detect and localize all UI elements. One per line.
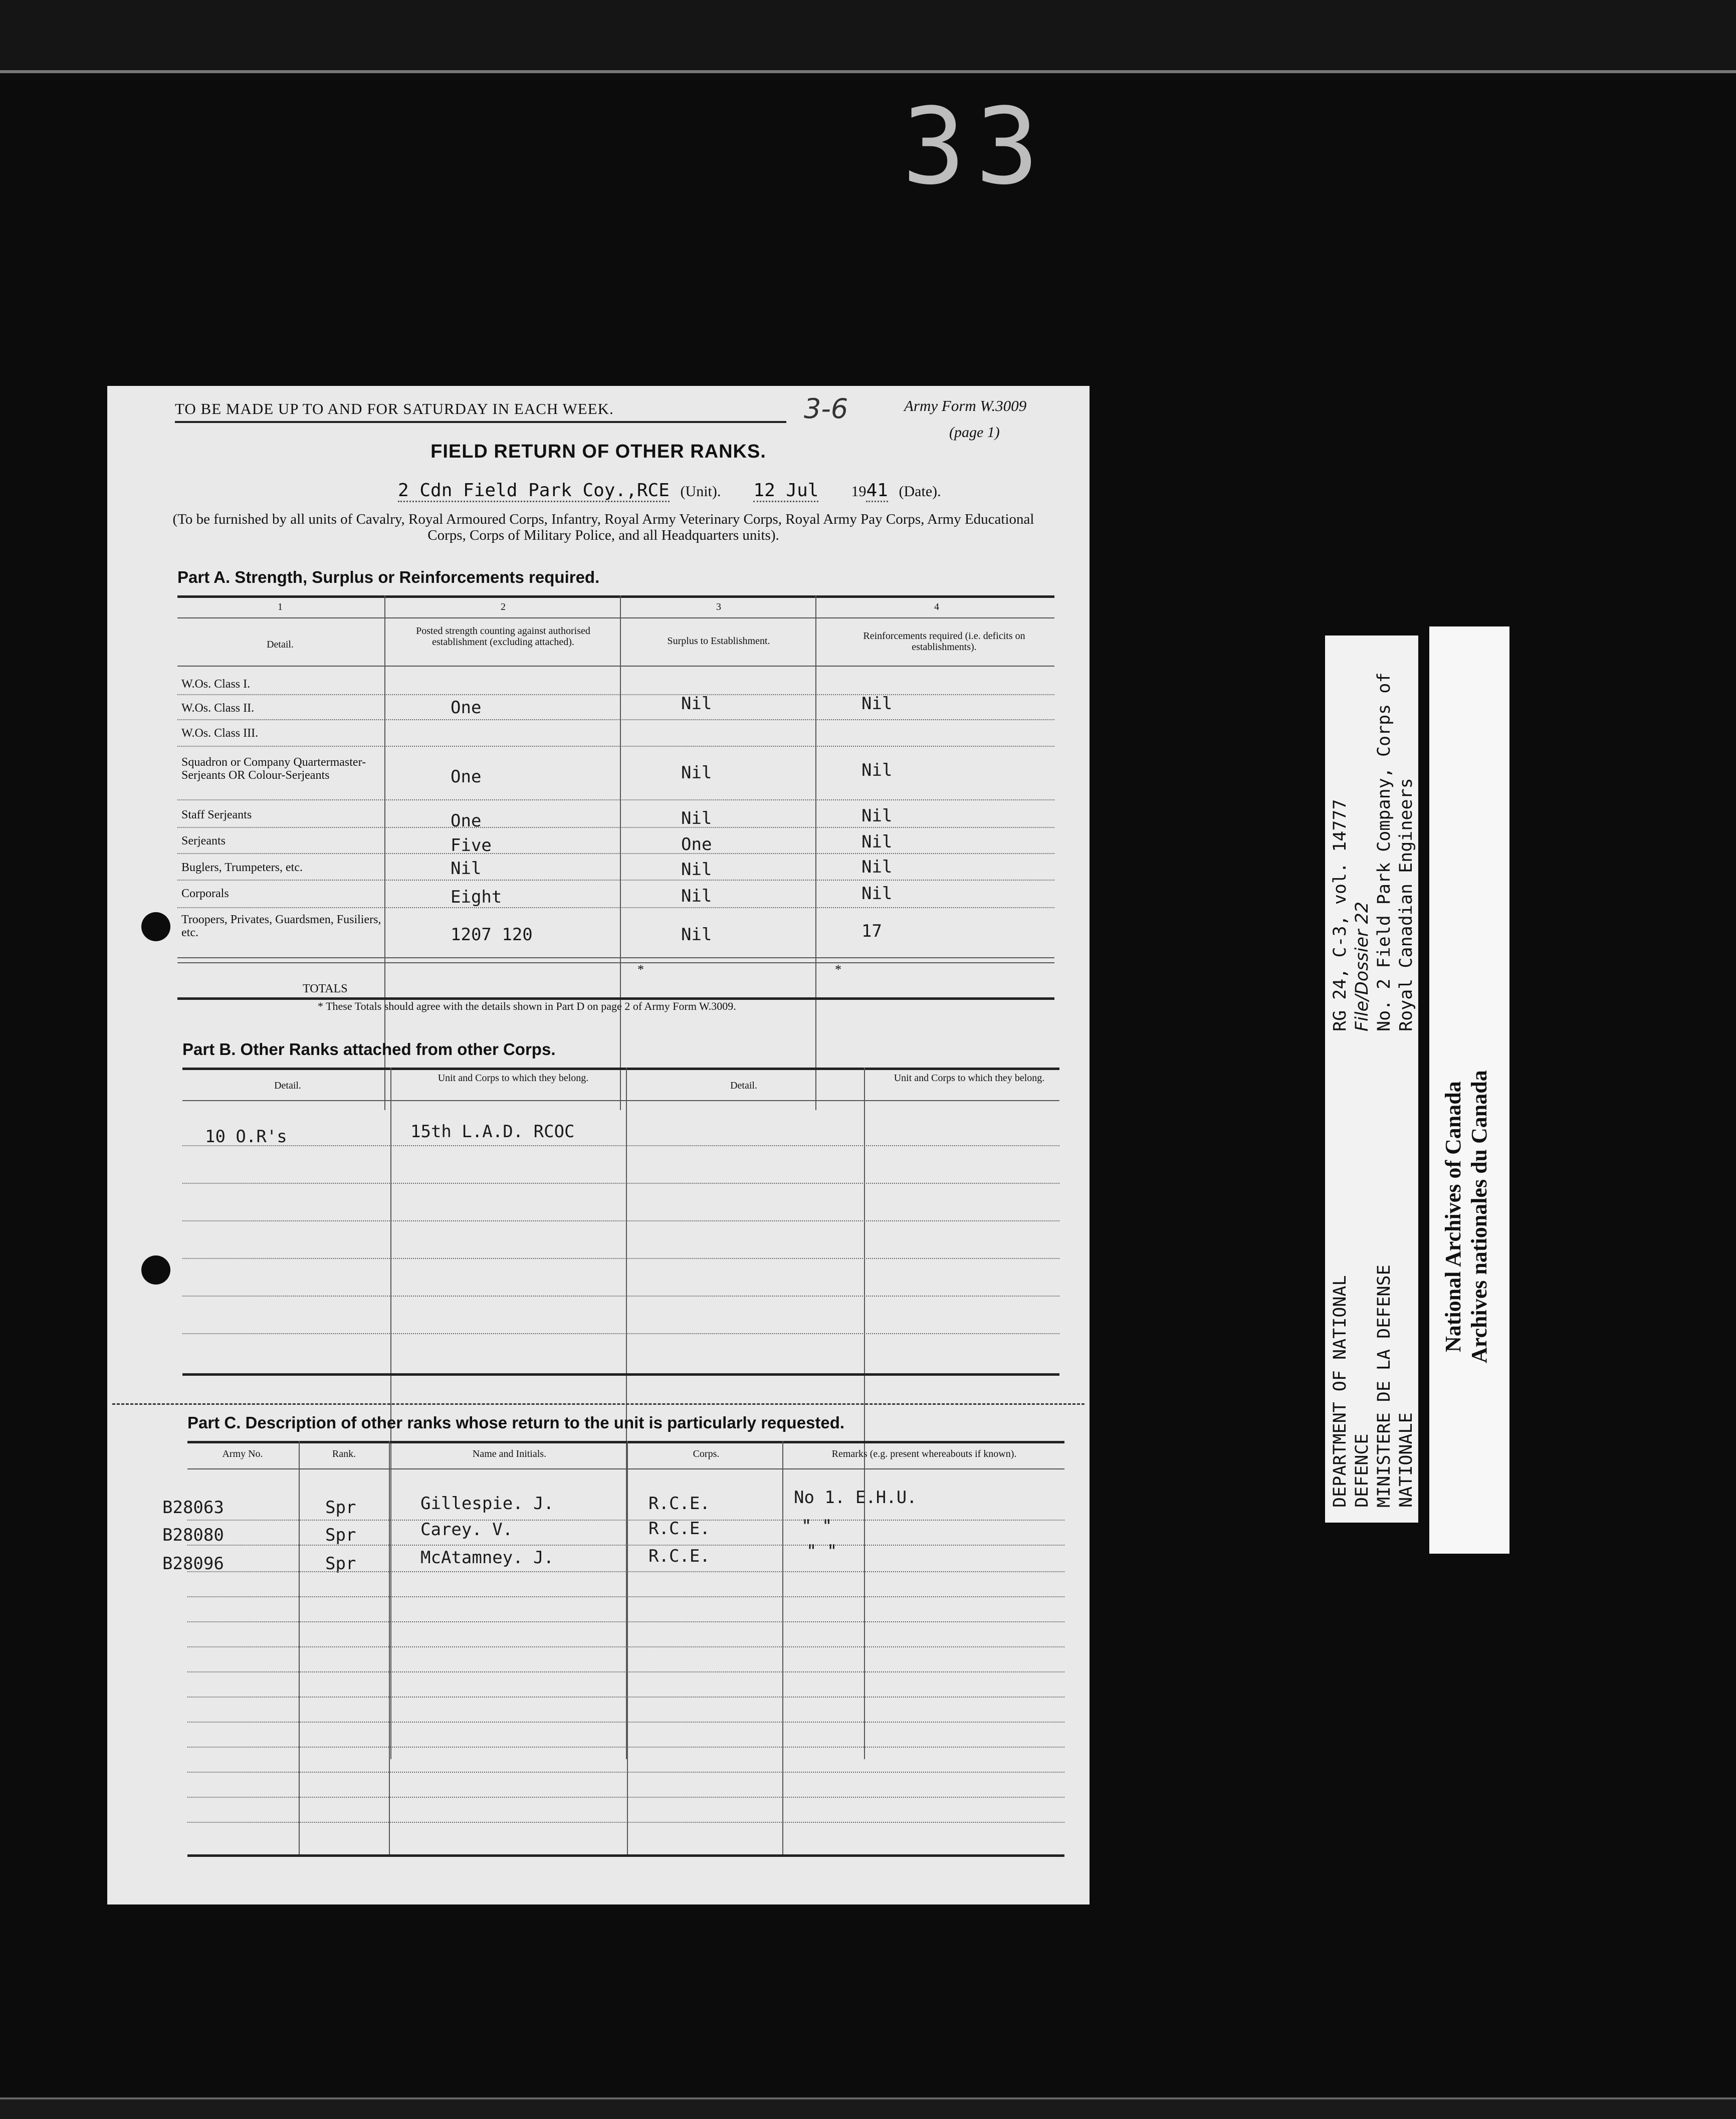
part-a-row-detail: W.Os. Class I.	[181, 678, 251, 691]
punch-hole-top	[141, 912, 170, 941]
part-a-row-surplus: One	[681, 834, 712, 855]
record-reference-text: RG 24, C-3, vol. 14777 File/Dossier 22 No. 2 Field Park Company, Corps of Royal Canadian Engineers	[1330, 672, 1416, 1031]
part-c-row-corps: R.C.E.	[648, 1519, 710, 1539]
part-a-row-surplus: Nil	[681, 925, 712, 945]
part-b-heading: Part B. Other Ranks attached from other Corps.	[182, 1040, 556, 1058]
part-a-row-reinf: Nil	[861, 806, 893, 826]
part-a-row-detail: Serjeants	[181, 834, 226, 847]
part-b-vline-3	[864, 1068, 865, 1759]
part-a-row-surplus: Nil	[681, 808, 712, 828]
part-a-row-reinf: Nil	[861, 694, 893, 714]
row-rule	[187, 1571, 1064, 1572]
part-c-row-rank: Spr	[325, 1498, 356, 1518]
part-a-vline-3b	[815, 880, 816, 1110]
part-a-row-reinf: 17	[861, 921, 882, 941]
row-rule	[187, 1747, 1064, 1748]
frame-number: 33	[902, 85, 1049, 208]
part-c-row-army-no: B28063	[162, 1498, 224, 1518]
part-a-row-posted: Nil	[451, 859, 482, 879]
part-a-row-surplus: Nil	[681, 763, 712, 783]
row-rule	[187, 1545, 1064, 1546]
part-a-row-surplus: Nil	[681, 694, 712, 714]
part-a-footnote: * These Totals should agree with the details shown in Part D on page 2 of Army Form W.3009.	[318, 1000, 736, 1012]
cut-line	[112, 1403, 1084, 1405]
part-c-header-remarks: Remarks (e.g. present whereabouts if known).	[831, 1448, 1017, 1459]
army-form-page	[107, 386, 1090, 1904]
punch-hole-bottom	[141, 1255, 170, 1285]
part-a-row-reinf: Nil	[861, 857, 893, 877]
row-rule	[182, 1220, 1059, 1221]
part-a-header-rule	[177, 666, 1054, 667]
form-number: Army Form W.3009	[904, 397, 1027, 414]
part-c-row-remarks: " "	[806, 1541, 837, 1561]
part-a-row-reinf: Nil	[861, 832, 893, 852]
part-a-row-surplus: Nil	[681, 860, 712, 880]
unit-label: (Unit).	[680, 483, 721, 500]
part-a-row-detail: W.Os. Class III.	[181, 727, 259, 740]
part-a-row-detail: Squadron or Company Quartermaster-Serjeants OR Colour-Serjeants	[181, 756, 366, 782]
row-rule	[177, 853, 1054, 854]
part-a-row-detail: Buglers, Trumpeters, etc.	[181, 861, 303, 874]
part-a-row-posted: One	[451, 698, 482, 718]
year-suffix: 41	[866, 480, 888, 502]
row-rule	[187, 1596, 1064, 1597]
part-c-header-rule	[187, 1468, 1064, 1469]
row-rule	[187, 1520, 1064, 1521]
row-rule	[177, 962, 1054, 963]
unit-value: 2 Cdn Field Park Coy.,RCE	[398, 480, 670, 502]
part-a-colnum-4: 4	[934, 601, 939, 612]
row-rule	[182, 1296, 1059, 1297]
part-c-row-remarks: " "	[801, 1516, 832, 1536]
part-c-vline-2	[389, 1441, 390, 1857]
row-rule	[177, 719, 1054, 720]
part-a-row-detail: Troopers, Privates, Guardsmen, Fusiliers, etc.	[181, 913, 381, 939]
part-a-row-detail: W.Os. Class II.	[181, 702, 255, 715]
part-c-row-corps: R.C.E.	[648, 1546, 710, 1566]
part-b-header-unit-2: Unit and Corps to which they belong.	[894, 1073, 1045, 1084]
part-a-row-surplus: Nil	[681, 886, 712, 906]
row-rule	[187, 1822, 1064, 1823]
part-c-row-name: Carey. V.	[420, 1520, 513, 1540]
part-a-header-surplus: Surplus to Establishment.	[667, 635, 770, 647]
part-c-row-remarks: No 1. E.H.U.	[794, 1488, 917, 1508]
row-rule	[177, 880, 1054, 881]
totals-label: TOTALS	[303, 982, 348, 995]
part-b-bottom-rule	[182, 1373, 1059, 1376]
form-title: FIELD RETURN OF OTHER RANKS.	[430, 441, 766, 462]
part-a-row-detail: Staff Serjeants	[181, 808, 252, 821]
part-a-row-posted: 1207 120	[451, 925, 533, 945]
part-a-heading: Part A. Strength, Surplus or Reinforcements required.	[177, 568, 600, 586]
part-a-row-posted: One	[451, 811, 482, 831]
part-c-header-rank: Rank.	[332, 1448, 356, 1459]
part-a-header-posted: Posted strength counting against authorised establishment (excluding attached).	[416, 625, 590, 648]
film-bottom-band	[0, 2097, 1736, 2119]
part-c-row-name: McAtamney. J.	[420, 1548, 554, 1568]
totals-mark-surplus: *	[637, 962, 644, 977]
part-a-header-reinforcements: Reinforcements required (i.e. deficits on establishments).	[863, 630, 1025, 653]
unit-date-line	[398, 480, 941, 501]
part-c-header-name: Name and Initials.	[472, 1448, 547, 1459]
part-a-top-rule	[177, 595, 1054, 598]
part-c-vline-3	[627, 1441, 628, 1857]
part-a-row-posted: Five	[451, 835, 492, 856]
part-a-vline-2	[620, 595, 621, 886]
row-rule	[187, 1722, 1064, 1723]
totals-mark-reinf: *	[835, 962, 841, 977]
row-rule	[187, 1697, 1064, 1698]
part-b-row-unit: 15th L.A.D. RCOC	[410, 1122, 575, 1142]
row-rule	[187, 1797, 1064, 1798]
row-rule	[187, 1646, 1064, 1647]
row-rule	[187, 1671, 1064, 1672]
part-c-row-rank: Spr	[325, 1554, 356, 1574]
date-value: 12 Jul	[753, 480, 818, 502]
national-archives-stamp	[1429, 626, 1509, 1554]
row-rule	[182, 1145, 1059, 1146]
part-c-row-name: Gillespie. J.	[420, 1494, 554, 1514]
part-b-row-detail: 10 O.R's	[205, 1127, 287, 1147]
row-rule	[187, 1621, 1064, 1622]
part-c-bottom-rule	[187, 1854, 1064, 1857]
part-b-top-rule	[182, 1068, 1059, 1070]
date-label: (Date).	[899, 483, 941, 500]
part-a-row-reinf: Nil	[861, 884, 893, 904]
part-a-row-posted: Eight	[451, 887, 502, 907]
part-b-header-rule	[182, 1100, 1059, 1101]
year-prefix: 19	[851, 483, 866, 500]
row-rule	[177, 799, 1054, 800]
part-a-colnum-3: 3	[716, 601, 721, 612]
part-b-header-unit: Unit and Corps to which they belong.	[438, 1073, 589, 1084]
part-a-num-rule	[177, 617, 1054, 618]
archives-stamp-text: National Archives of Canada Archives nationales du Canada	[1441, 1070, 1491, 1363]
part-a-row-reinf: Nil	[861, 760, 893, 780]
part-b-header-detail-2: Detail.	[730, 1080, 757, 1091]
part-c-header-corps: Corps.	[693, 1448, 720, 1459]
film-top-band	[0, 0, 1736, 73]
department-text: DEPARTMENT OF NATIONAL DEFENCE MINISTERE DE LA DEFENSE NATIONALE	[1330, 1264, 1416, 1508]
part-a-colnum-1: 1	[278, 601, 283, 612]
part-c-vline-4	[782, 1441, 783, 1857]
page-label: (page 1)	[949, 424, 1000, 441]
row-rule	[182, 1333, 1059, 1334]
row-rule	[177, 694, 1054, 695]
part-a-colnum-2: 2	[501, 601, 506, 612]
part-b-header-detail: Detail.	[274, 1080, 301, 1091]
part-a-header-detail: Detail.	[267, 639, 294, 650]
row-rule	[177, 957, 1054, 958]
row-rule	[177, 907, 1054, 908]
header-underline	[175, 421, 786, 423]
part-c-row-rank: Spr	[325, 1525, 356, 1545]
part-c-heading: Part C. Description of other ranks whose return to the unit is particularly requested.	[187, 1413, 845, 1432]
row-rule	[177, 827, 1054, 828]
part-c-row-army-no: B28080	[162, 1525, 224, 1545]
row-rule	[182, 1183, 1059, 1184]
row-rule	[182, 1258, 1059, 1259]
part-c-row-army-no: B28096	[162, 1554, 224, 1574]
row-rule	[177, 746, 1054, 747]
part-a-vline-2b	[620, 880, 621, 1110]
part-a-row-detail: Corporals	[181, 887, 229, 900]
part-a-vline-1	[384, 595, 385, 886]
part-c-row-corps: R.C.E.	[648, 1494, 710, 1514]
part-c-header-army-no: Army No.	[222, 1448, 263, 1459]
part-c-vline-1	[299, 1441, 300, 1857]
archive-reference-label	[1325, 635, 1418, 1523]
part-a-row-posted: One	[451, 767, 482, 787]
handwritten-reference: 3-6	[804, 393, 848, 425]
part-a-vline-3	[815, 595, 816, 886]
form-subtitle: (To be furnished by all units of Cavalry, Royal Armoured Corps, Infantry, Royal Army Veterinary Corps, Royal Army Pay Corps, Army Educational Corps, Corps of Military Police, and all Headquarters units).	[172, 511, 1034, 543]
header-instruction: TO BE MADE UP TO AND FOR SATURDAY IN EACH WEEK.	[175, 400, 614, 417]
part-c-top-rule	[187, 1441, 1064, 1443]
row-rule	[187, 1772, 1064, 1773]
